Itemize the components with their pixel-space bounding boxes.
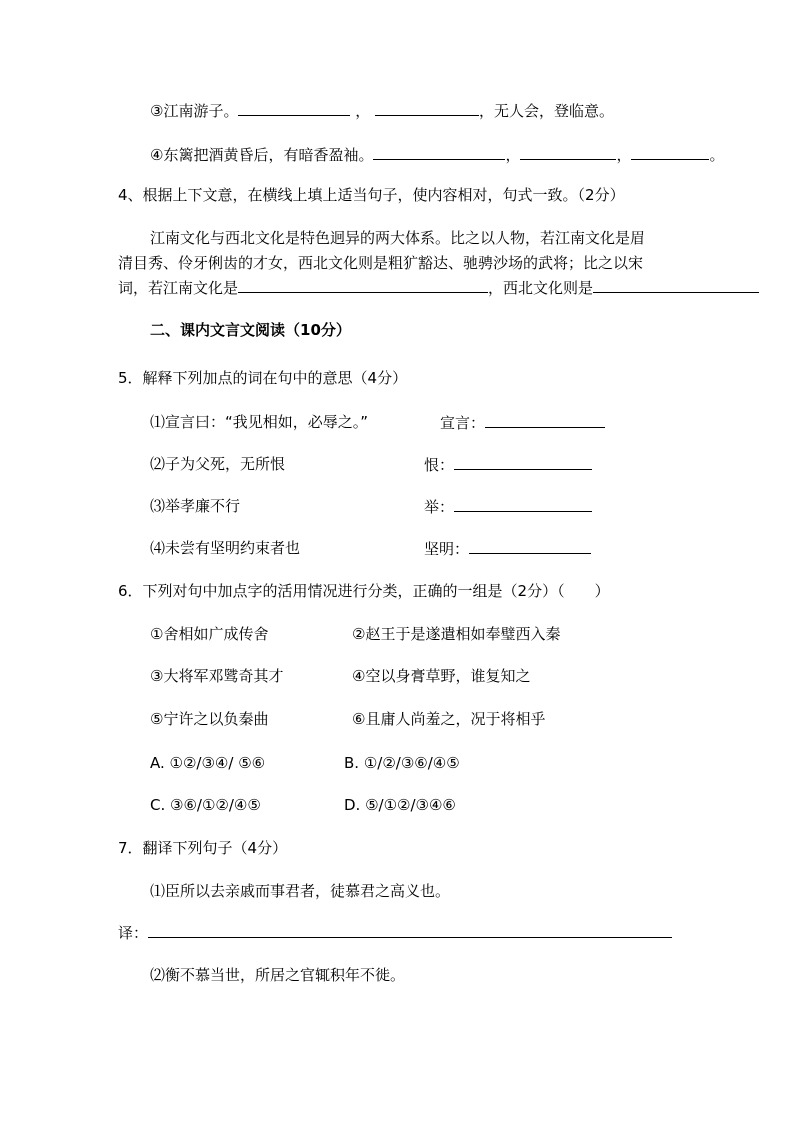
separator: 。: [709, 146, 725, 164]
answer-blank[interactable]: [454, 454, 592, 470]
q4-title: 4、根据上下文意，在横线上填上适当句子，使内容相对，句式一致。（2分）: [118, 186, 625, 204]
q5-item-4-answer: [424, 538, 591, 559]
q4-paragraph-line-2: 清目秀、伶牙俐齿的才女，西北文化则是粗犷豁达、驰骋沙场的武将；比之以宋: [118, 254, 644, 272]
term-label: 恨：: [424, 456, 455, 474]
translation-blank[interactable]: [148, 922, 672, 938]
separator: ，: [505, 146, 521, 164]
q5-item-1-answer: [440, 412, 605, 433]
q6-title: 6．下列对句中加点字的活用情况进行分类，正确的一组是（2分）（ ）: [118, 582, 610, 600]
q5-item-2-answer: [424, 454, 592, 475]
q5-item-3-answer: [424, 496, 592, 517]
q4-paragraph-line-1: 江南文化与西北文化是特色迥异的两大体系。比之以人物，若江南文化是眉: [150, 229, 646, 247]
q3-item3-tail: ，无人会，登临意。: [479, 102, 615, 120]
q3-item3-prefix: ③江南游子。: [150, 102, 239, 120]
term-label: 举：: [424, 498, 455, 516]
q6-option-3: ③大将军邓骘奇其才: [150, 667, 284, 685]
q6-option-5: ⑤宁许之以负秦曲: [150, 710, 269, 728]
q7-sentence-1: ⑴臣所以去亲戚而事君者，徒慕君之高义也。: [150, 882, 451, 900]
answer-blank[interactable]: [520, 144, 616, 160]
term-label: 坚明：: [424, 540, 470, 558]
q6-choice-b[interactable]: B. ①/②/③⑥/④⑤: [344, 754, 460, 772]
separator: ，: [355, 102, 371, 120]
q6-option-6: ⑥且庸人尚羞之，况于将相乎: [352, 710, 546, 728]
answer-blank[interactable]: [373, 144, 505, 160]
q5-item-3-sentence: ⑶举孝廉不行: [150, 497, 241, 515]
answer-blank[interactable]: [485, 412, 605, 428]
answer-blank[interactable]: [454, 496, 592, 512]
q6-option-1: ①舍相如广成传舍: [150, 625, 269, 643]
answer-blank[interactable]: [375, 100, 479, 116]
q6-option-2: ②赵王于是遂遣相如奉璧西入秦: [352, 625, 561, 643]
answer-blank[interactable]: [469, 538, 591, 554]
q6-choice-d[interactable]: D. ⑤/①②/③④⑥: [344, 796, 456, 814]
answer-blank[interactable]: [593, 277, 759, 293]
q6-option-4: ④空以身膏草野，谁复知之: [352, 667, 531, 685]
q7-title: 7．翻译下列句子（4分）: [118, 839, 288, 857]
section-title: 二、课内文言文阅读（10分）: [150, 321, 351, 339]
q5-title: 5．解释下列加点的词在句中的意思（4分）: [118, 369, 408, 387]
q7-translation-1: [118, 922, 672, 943]
q5-item-4-sentence: ⑷未尝有坚明约束者也: [150, 539, 301, 557]
translation-label: 译：: [118, 924, 149, 942]
answer-blank[interactable]: [238, 100, 350, 116]
q3-item3: [150, 100, 614, 121]
q5-item-2-sentence: ⑵子为父死，无所恨: [150, 455, 286, 473]
q3-item4: [150, 144, 725, 165]
q4-paragraph-line-3: [118, 277, 759, 298]
q4-line3-mid: ，西北文化则是: [488, 279, 594, 297]
q3-item4-prefix: ④东篱把酒黄昏后，有暗香盈袖。: [150, 146, 374, 164]
answer-blank[interactable]: [238, 277, 488, 293]
answer-blank[interactable]: [631, 144, 709, 160]
separator: ，: [616, 146, 632, 164]
q6-choice-a[interactable]: A. ①②/③④/ ⑤⑥: [150, 754, 266, 772]
q4-line3-prefix: 词，若江南文化是: [118, 279, 239, 297]
q5-item-1-sentence: ⑴宣言曰：“我见相如，必辱之。”: [150, 413, 369, 431]
term-label: 宣言：: [440, 414, 486, 432]
q7-sentence-2: ⑵衡不慕当世，所居之官辄积年不徙。: [150, 966, 406, 984]
q6-choice-c[interactable]: C. ③⑥/①②/④⑤: [150, 796, 261, 814]
